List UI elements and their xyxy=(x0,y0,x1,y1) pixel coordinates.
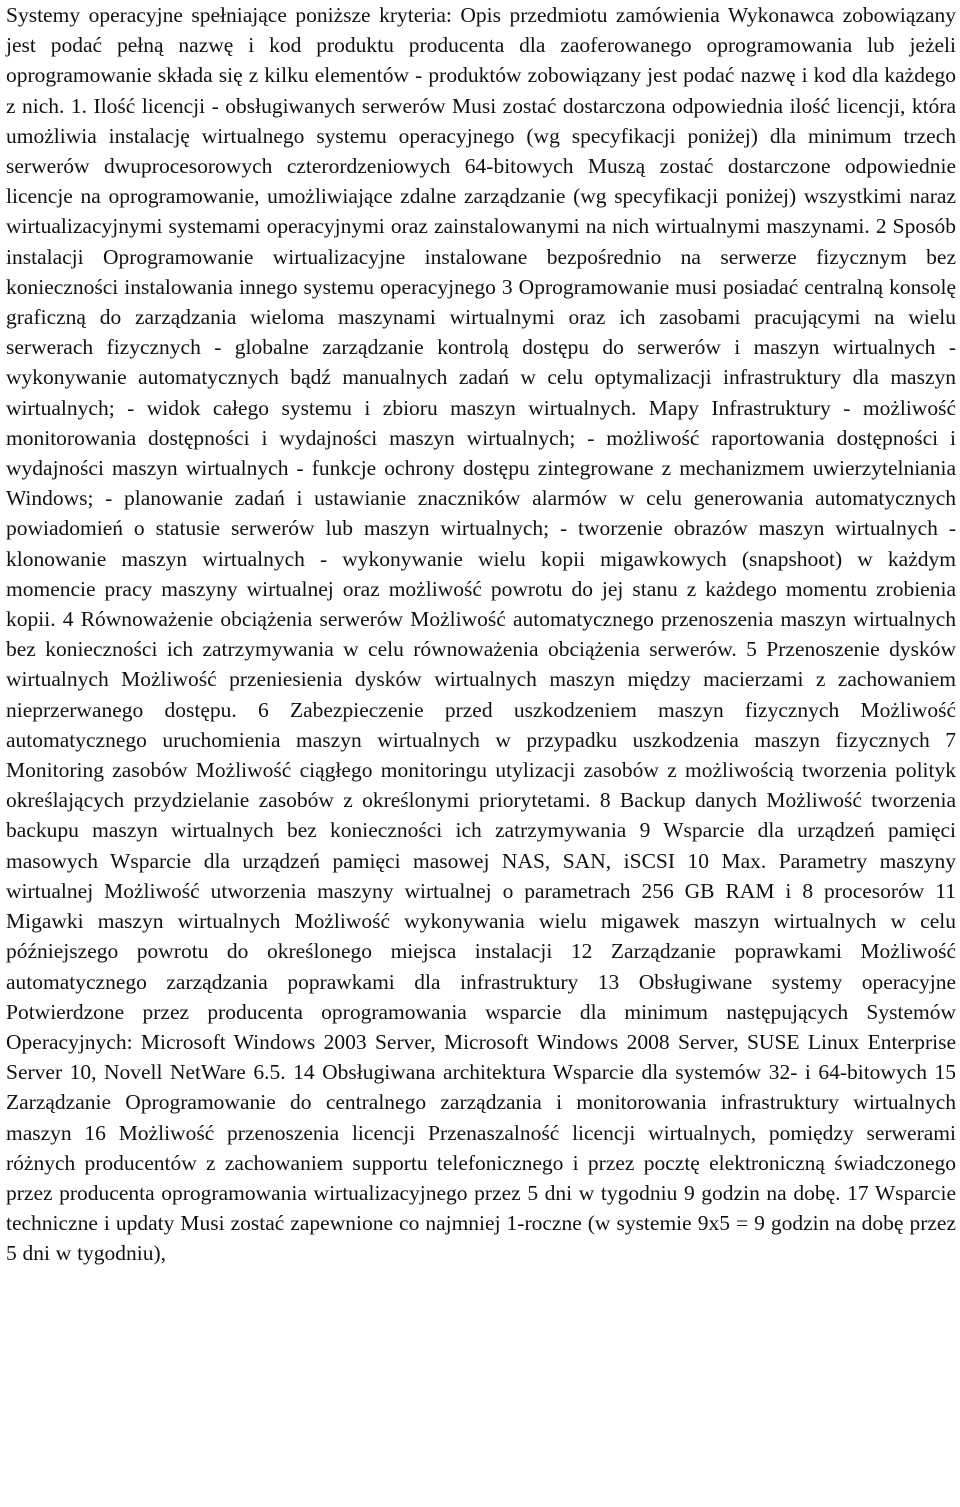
body-paragraph: Systemy operacyjne spełniające poniższe kryteria: Opis przedmiotu zamówienia Wykonawca zobowiązany jest podać pełną nazwę i kod produktu producenta dla zaoferowanego oprogramowania lub jeżeli oprogramowanie składa się z kilku elementów - produktów zobowiązany jest podać nazwę i kod dla każdego z nich. 1. Ilość licencji - obsługiwanych serwerów Musi zostać dostarczona odpowiednia ilość licencji, która umożliwia instalację wirtualnego systemu operacyjnego (wg specyfikacji poniżej) dla minimum trzech serwerów dwuprocesorowych czterordzeniowych 64-bitowych Muszą zostać dostarczone odpowiednie licencje na oprogramowanie, umożliwiające zdalne zarządzanie (wg specyfikacji poniżej) wszystkimi naraz wirtualizacyjnymi systemami operacyjnymi oraz zainstalowanymi na nich wirtualnymi maszynami. 2 Sposób instalacji Oprogramowanie wirtualizacyjne instalowane bezpośrednio na serwerze fizycznym bez konieczności instalowania innego systemu operacyjnego 3 Oprogramowanie musi posiadać centralną konsolę graficzną do zarządzania wieloma maszynami wirtualnymi oraz ich zasobami pracującymi na wielu serwerach fizycznych - globalne zarządzanie kontrolą dostępu do serwerów i maszyn wirtualnych - wykonywanie automatycznych bądź manualnych zadań w celu optymalizacji infrastruktury dla maszyn wirtualnych; - widok całego systemu i zbioru maszyn wirtualnych. Mapy Infrastruktury - możliwość monitorowania dostępności i wydajności maszyn wirtualnych; - możliwość raportowania dostępności i wydajności maszyn wirtualnych - funkcje ochrony dostępu zintegrowane z mechanizmem uwierzytelniania Windows; - planowanie zadań i ustawianie znaczników alarmów w celu generowania automatycznych powiadomień o statusie serwerów lub maszyn wirtualnych; - tworzenie obrazów maszyn wirtualnych - klonowanie maszyn wirtualnych - wykonywanie wielu kopii migawkowych (snapshoot) w każdym momencie pracy maszyny wirtualnej oraz możliwość powrotu do jej stanu z każdego momentu zrobienia kopii. 4 Równoważenie obciążenia serwerów Możliwość automatycznego przenoszenia maszyn wirtualnych bez konieczności ich zatrzymywania w celu równoważenia obciążenia serwerów. 5 Przenoszenie dysków wirtualnych Możliwość przeniesienia dysków wirtualnych maszyn między macierzami z zachowaniem nieprzerwanego dostępu. 6 Zabezpieczenie przed uszkodzeniem maszyn fizycznych Możliwość automatycznego uruchomienia maszyn wirtualnych w przypadku uszkodzenia maszyn fizycznych 7 Monitoring zasobów Możliwość ciągłego monitoringu utylizacji zasobów z możliwością tworzenia polityk określających przydzielanie zasobów z określonymi priorytetami. 8 Backup danych Możliwość tworzenia backupu maszyn wirtualnych bez konieczności ich zatrzymywania 9 Wsparcie dla urządzeń pamięci masowych Wsparcie dla urządzeń pamięci masowej NAS, SAN, iSCSI 10 Max. Parametry maszyny wirtualnej Możliwość utworzenia maszyny wirtualnej o parametrach 256 GB RAM i 8 procesorów 11 Migawki maszyn wirtualnych Możliwość wykonywania wielu migawek maszyn wirtualnych w celu późniejszego powrotu do określonego miejsca instalacji 12 Zarządzanie poprawkami Możliwość automatycznego zarządzania poprawkami dla infrastruktury 13 Obsługiwane systemy operacyjne Potwierdzone przez producenta oprogramowania wsparcie dla minimum następujących Systemów Operacyjnych: Microsoft Windows 2003 Server, Microsoft Windows 2008 Server, SUSE Linux Enterprise Server 10, Novell NetWare 6.5. 14 Obsługiwana architektura Wsparcie dla systemów 32- i 64-bitowych 15 Zarządzanie Oprogramowanie do centralnego zarządzania i monitorowania infrastruktury wirtualnych maszyn 16 Możliwość przenoszenia licencji Przenaszalność licencji wirtualnych, pomiędzy serwerami różnych producentów z zachowaniem supportu telefonicznego i przez pocztę elektroniczną świadczonego przez producenta oprogramowania wirtualizacyjnego przez 5 dni w tygodniu 9 godzin na dobę. 17 Wsparcie techniczne i updaty Musi zostać zapewnione co najmniej 1-roczne (w systemie 9x5 = 9 godzin na dobę przez 5 dni w tygodniu), xyxy=(6,3,956,1266)
